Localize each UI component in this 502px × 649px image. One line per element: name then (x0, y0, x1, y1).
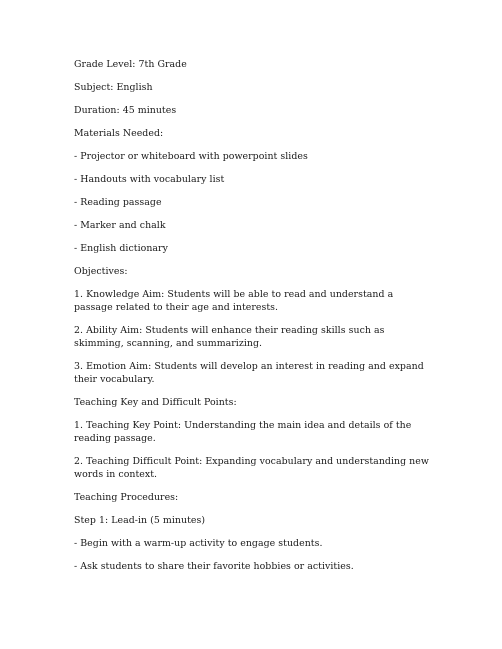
key-points-heading: Teaching Key and Difficult Points: (74, 397, 237, 408)
materials-item: - Reading passage (74, 197, 162, 208)
subject-line: Subject: English (74, 82, 153, 93)
objective-item: 3. Emotion Aim: Students will develop an interest in reading and expand their vocabulary. (74, 361, 424, 385)
step-heading: Step 1: Lead-in (5 minutes) (74, 515, 206, 526)
materials-heading: Materials Needed: (74, 128, 164, 139)
step-item: - Ask students to share their favorite hobbies or activities. (74, 561, 354, 572)
objective-item: 1. Knowledge Aim: Students will be able to read and understand a passage related to their age and interests. (74, 289, 394, 313)
materials-item: - Handouts with vocabulary list (74, 174, 225, 185)
procedures-heading: Teaching Procedures: (74, 492, 179, 503)
key-point-item: 2. Teaching Difficult Point: Expanding vocabulary and understanding new words in context. (74, 456, 429, 480)
step-item: - Begin with a warm-up activity to engage students. (74, 538, 323, 549)
grade-level-line: Grade Level: 7th Grade (74, 59, 187, 70)
key-point-item: 1. Teaching Key Point: Understanding the main idea and details of the reading passage. (74, 420, 412, 444)
objectives-heading: Objectives: (74, 266, 128, 277)
objective-item: 2. Ability Aim: Students will enhance their reading skills such as skimming, scanning, and summarizing. (74, 325, 385, 349)
materials-item: - Projector or whiteboard with powerpoint slides (74, 151, 308, 162)
duration-line: Duration: 45 minutes (74, 105, 177, 116)
materials-item: - Marker and chalk (74, 220, 166, 231)
document-body (74, 58, 434, 583)
materials-item: - English dictionary (74, 243, 168, 254)
